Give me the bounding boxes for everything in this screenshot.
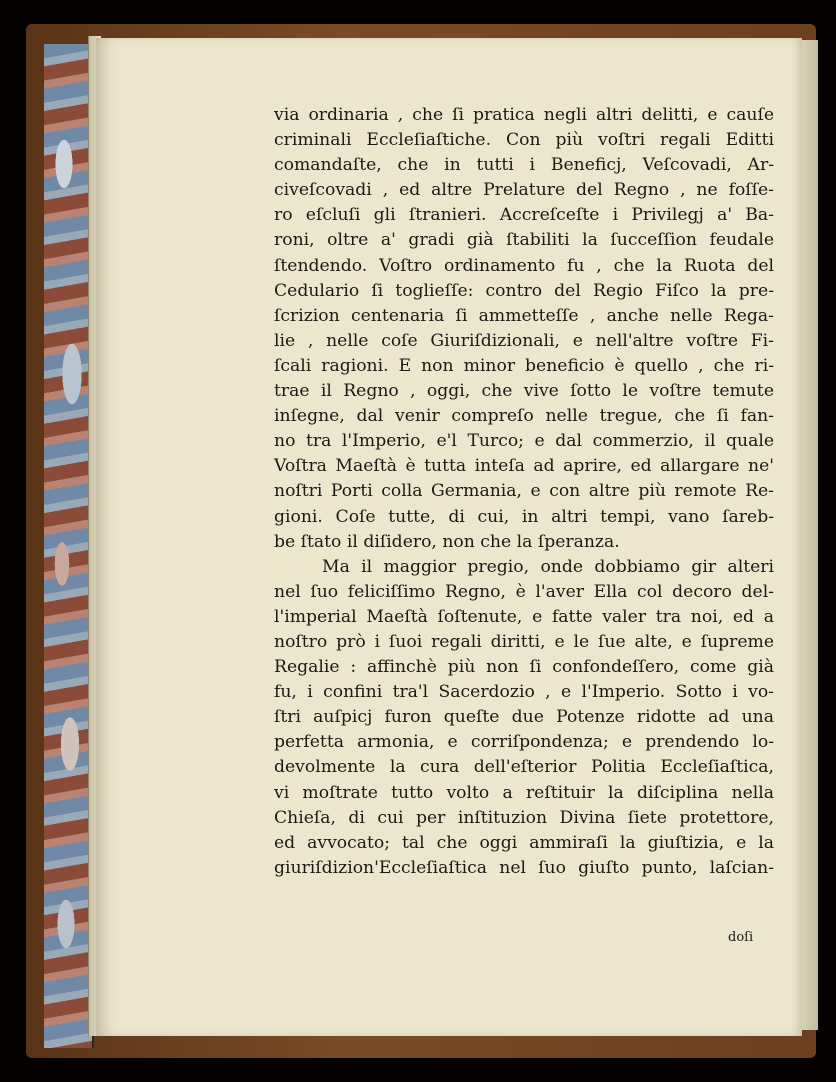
text-line: civeſcovadi , ed altre Prelature del Regno , ne foſſe- — [274, 180, 774, 201]
text-line: l'imperial Maeſtà ſoſtenute, e fatte valer tra noi, ed a — [274, 606, 774, 627]
text-line: ed avvocato; tal che oggi ammiraſi la giuſtizia, e la — [274, 832, 774, 853]
text-line: ro eſcluſi gli ſtranieri. Accreſceſte i Privilegj a' Ba- — [274, 205, 774, 226]
text-line: perfetta armonia, e corriſpondenza; e prendendo lo- — [274, 732, 774, 753]
text-line: ſtendendo. Voſtro ordinamento fu , che la Ruota del — [274, 255, 774, 276]
text-line: Voſtra Maeſtà è tutta inteſa ad aprire, ed allargare ne' — [274, 456, 774, 477]
page-fore-edge — [802, 40, 818, 1030]
text-line: no tra l'Imperio, e'l Turco; e dal commerzio, il quale — [274, 431, 774, 452]
text-line: trae il Regno , oggi, che vive ſotto le voſtre temute — [274, 381, 774, 402]
text-line: ſcrizion centenaria ſi ammetteſſe , anche nelle Rega- — [274, 305, 774, 326]
text-line: ſtri auſpicj furon queſte due Potenze ridotte ad una — [274, 707, 774, 728]
text-line: comandaſte, che in tutti i Beneficj, Veſcovadi, Ar- — [274, 155, 774, 176]
text-line: Regalie : affinchè più non ſi confondeſſero, come già — [274, 657, 774, 678]
text-line: criminali Eccleſiaſtiche. Con più voſtri regali Editti — [274, 130, 774, 151]
marbled-endpaper — [44, 44, 94, 1048]
catchword: doſi — [728, 930, 754, 945]
text-line: Chieſa, di cui per inſtituzion Divina ſiete protettore, — [274, 807, 774, 828]
text-line: noſtro prò i ſuoi regali diritti, e le ſue alte, e ſupreme — [274, 631, 774, 652]
text-line: Cedulario ſi toglieſſe: contro del Regio Fiſco la pre- — [274, 280, 774, 301]
text-line: fu, i confini tra'l Sacerdozio , e l'Imperio. Sotto i vo- — [274, 682, 774, 703]
text-line: Ma il maggior pregio, onde dobbiamo gir alteri — [322, 556, 774, 577]
text-line: nel ſuo feliciſſimo Regno, è l'aver Ella col decoro del- — [274, 581, 774, 602]
text-line: vi moſtrate tutto volto a reſtituir la diſciplina nella — [274, 782, 774, 803]
text-line: via ordinaria , che ſi pratica negli altri delitti, e cauſe — [274, 105, 774, 125]
text-line: ſcali ragioni. E non minor beneficio è quello , che ri- — [274, 355, 774, 376]
text-line: inſegne, dal venir compreſo nelle tregue, che ſi fan- — [274, 406, 774, 427]
page-text — [274, 103, 774, 881]
text-line: noſtri Porti colla Germania, e con altre più remote Re- — [274, 481, 774, 502]
text-line: devolmente la cura dell'eſterior Politia Eccleſiaſtica, — [274, 757, 774, 778]
text-line: lie , nelle coſe Giuriſdizionali, e nell'altre voſtre Fi- — [274, 330, 774, 351]
text-line: be ſtato il diſidero, non che la ſperanza. — [274, 531, 620, 552]
text-line: giuriſdizion'Eccleſiaſtica nel ſuo giuſto punto, laſcian- — [274, 857, 774, 878]
text-line: roni, oltre a' gradi già ſtabiliti la ſucceſſion feudale — [274, 230, 774, 251]
text-line: gioni. Coſe tutte, di cui, in altri tempi, vano ſareb- — [274, 506, 774, 527]
